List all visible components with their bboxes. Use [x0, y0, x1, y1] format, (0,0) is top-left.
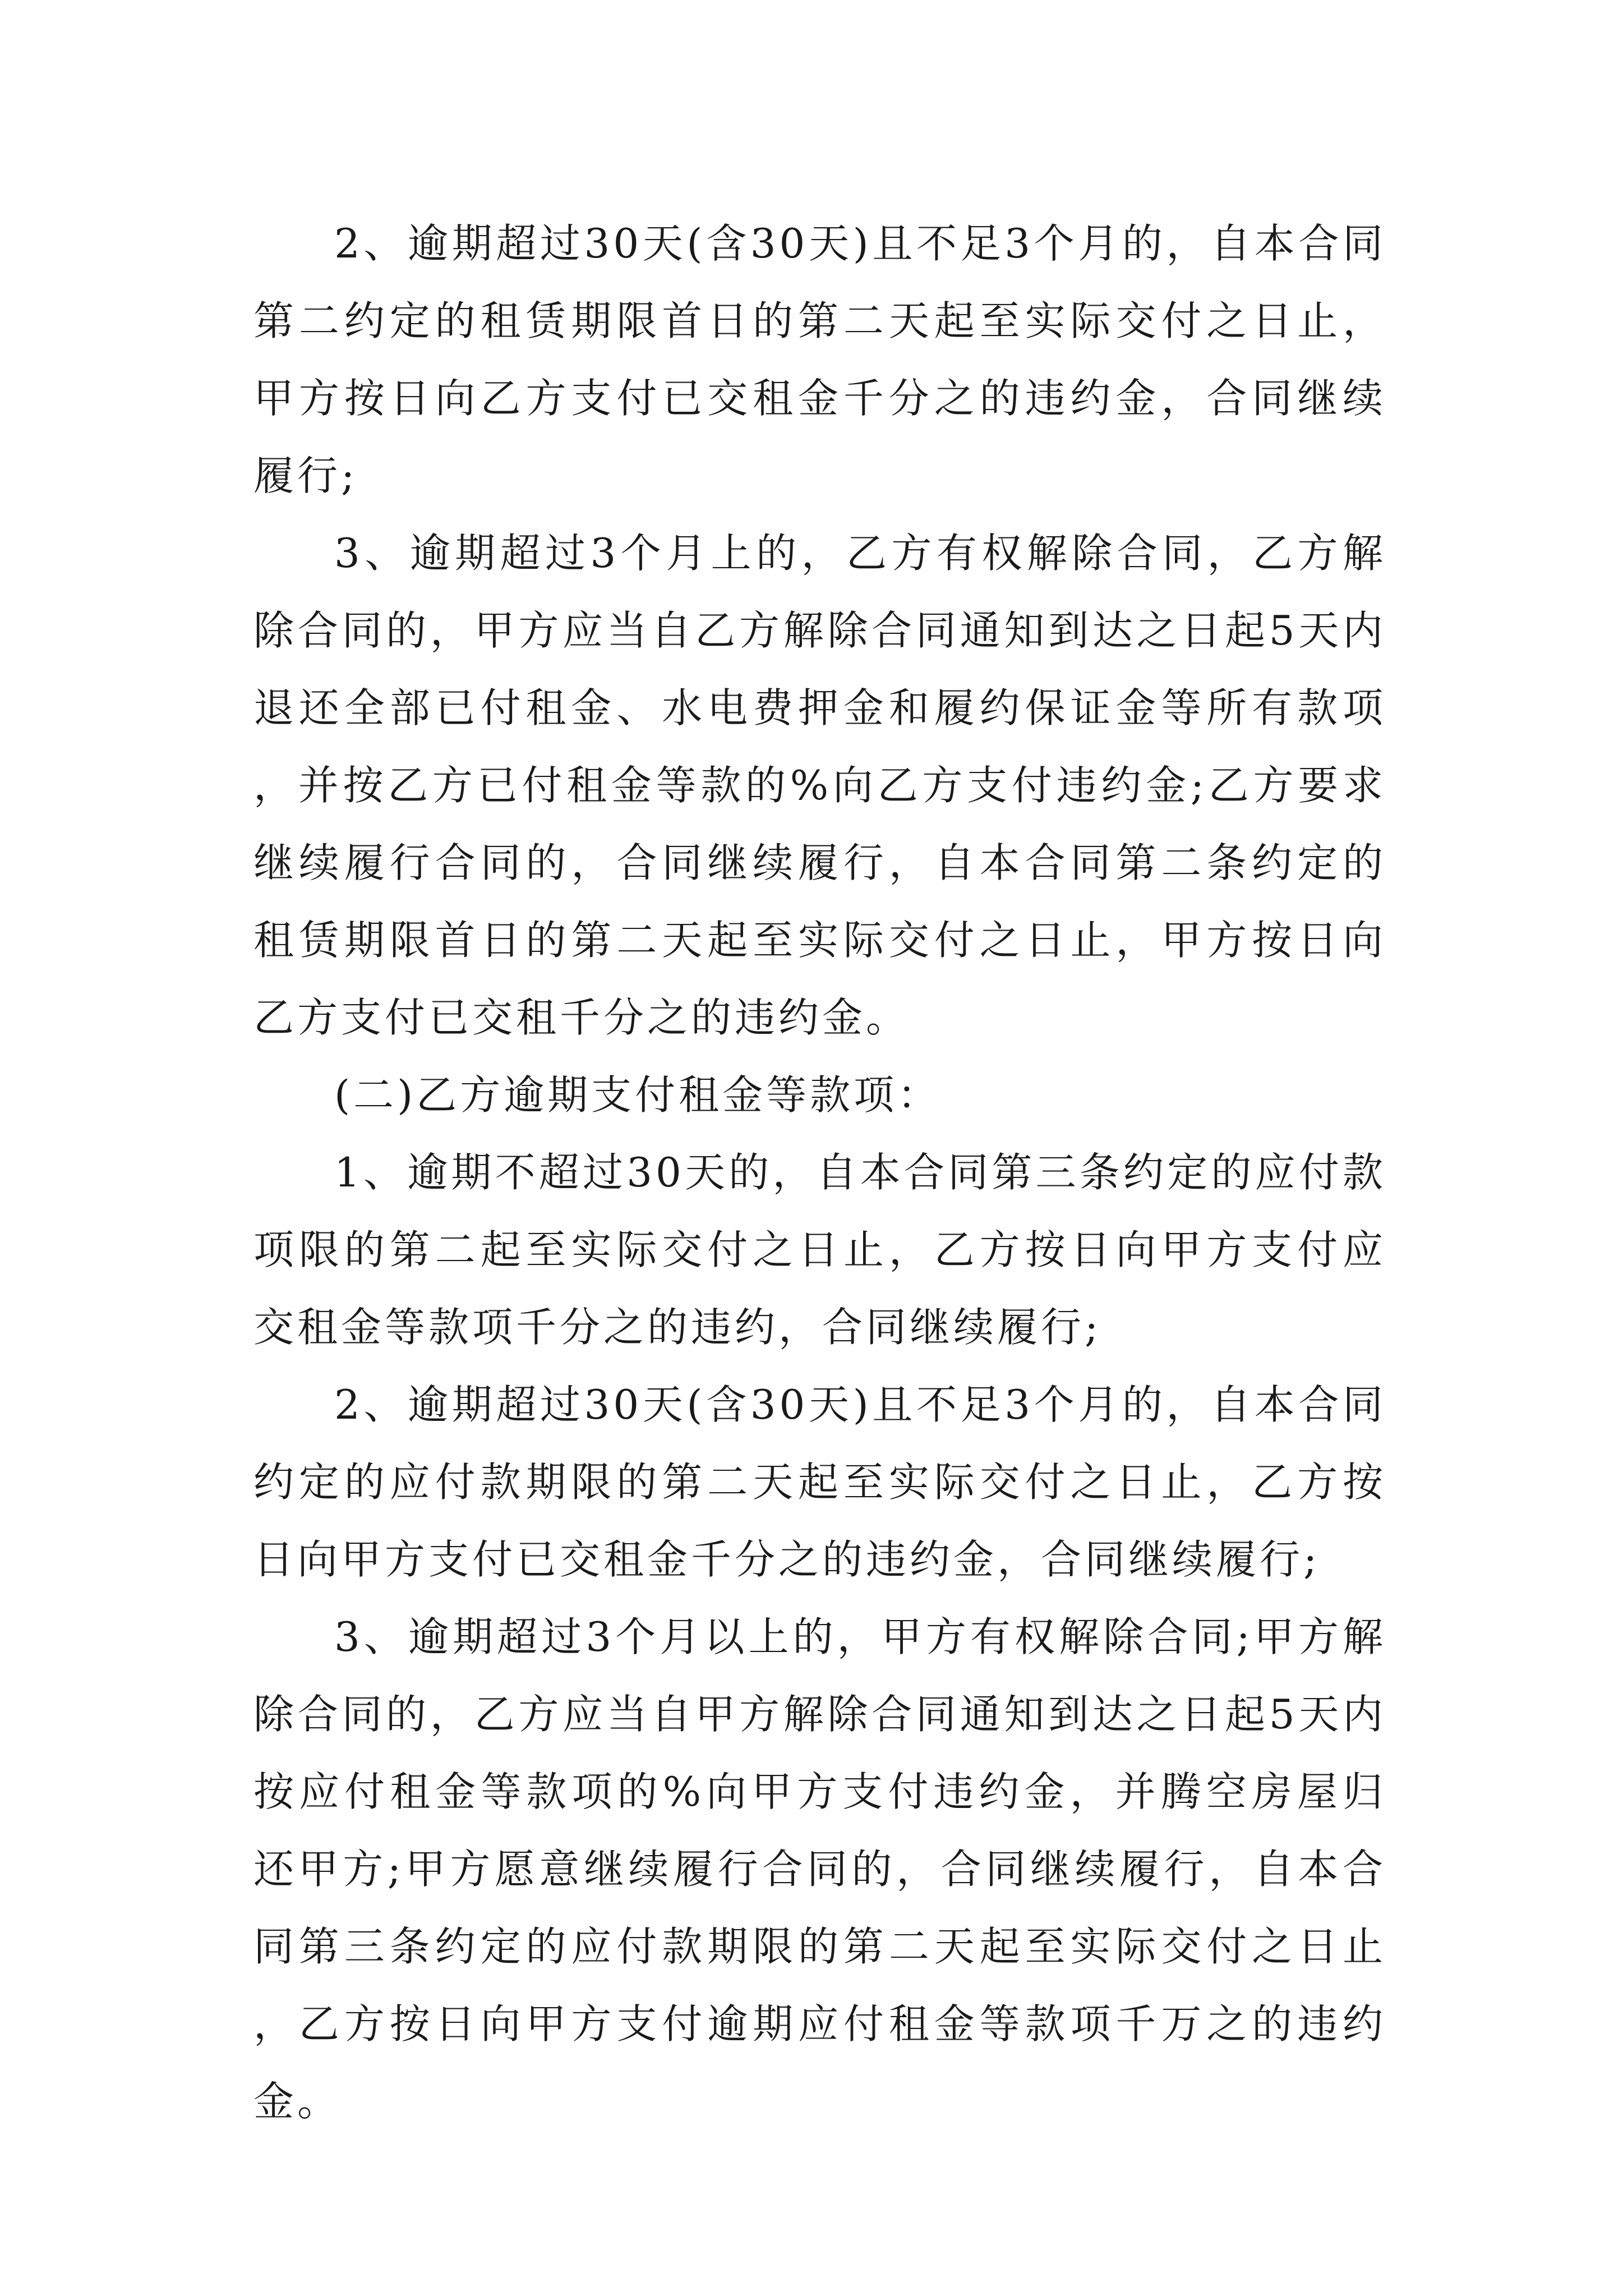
- paragraph-overdue-under-30-days-lessee: 1、逾期不超过30天的，自本合同第三条约定的应付款项限的第二起至实际交付之日止，乙方按日向甲方支付应交租金等款项千分之的违约，合同继续履行;: [253, 1149, 1386, 1351]
- paragraph-overdue-30-to-3-months-lessor: 2、逾期超过30天(含30天)且不足3个月的，自本合同第二约定的租赁期限首日的第二天起至实际交付之日止，甲方按日向乙方支付已交租金千分之的违约金，合同继续履行;: [253, 220, 1386, 499]
- section-heading-lessee-overdue-payment: (二)乙方逾期支付租金等款项：: [334, 1071, 942, 1119]
- paragraph-overdue-over-3-months-lessor: 3、逾期超过3个月上的，乙方有权解除合同，乙方解除合同的，甲方应当自乙方解除合同通知到达之日起5天内退还全部已付租金、水电费押金和履约保证金等所有款项，并按乙方已付租金等款的%向乙方支付违约金;乙方要求继续履行合同的，合同继续履行，自本合同第二条约定的租赁期限首日的第二天起至实际交付之日止，甲方按日向乙方支付已交租千分之的违约金。: [253, 530, 1386, 1041]
- paragraph-overdue-over-3-months-lessee: 3、逾期超过3个月以上的，甲方有权解除合同;甲方解除合同的，乙方应当自甲方解除合同通知到达之日起5天内按应付租金等款项的%向甲方支付违约金，并腾空房屋归还甲方;甲方愿意继续履行合同的，合同继续履行，自本合同第三条约定的应付款期限的第二天起至实际交付之日止，乙方按日向甲方支付逾期应付租金等款项千万之的违约金。: [253, 1613, 1386, 2125]
- paragraph-overdue-30-to-3-months-lessee: 2、逾期超过30天(含30天)且不足3个月的，自本合同约定的应付款期限的第二天起至实际交付之日止，乙方按日向甲方支付已交租金千分之的违约金，合同继续履行;: [253, 1381, 1386, 1583]
- document-body: [253, 205, 1386, 2140]
